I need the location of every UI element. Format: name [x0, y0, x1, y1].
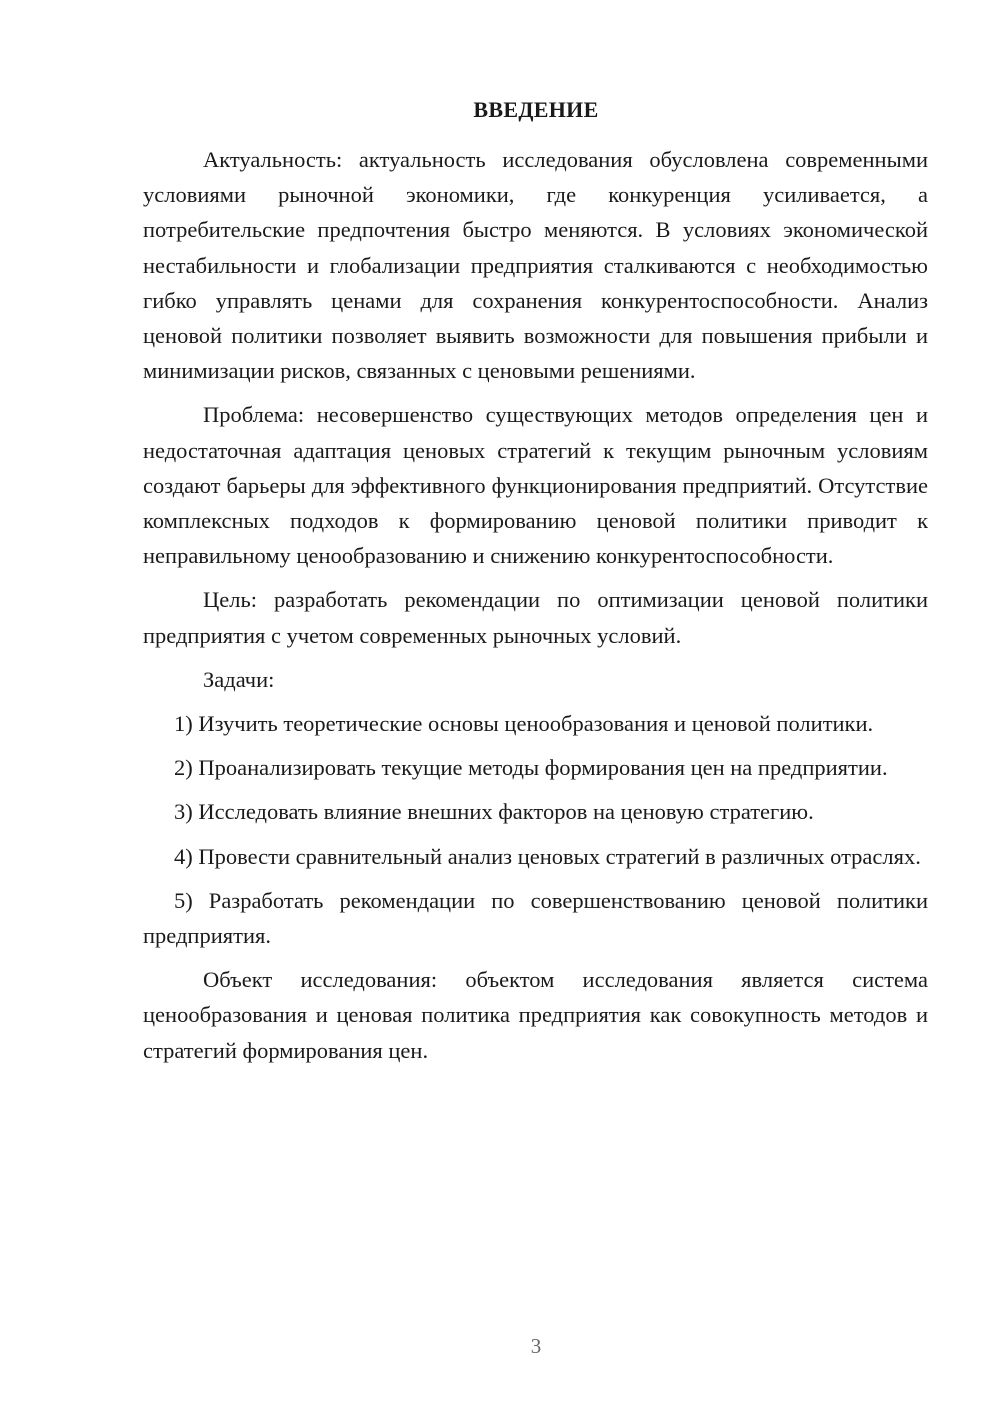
goal-paragraph: Цель: разработать рекомендации по оптимизации ценовой политики предприятия с учетом современных рыночных условий.: [143, 587, 928, 648]
task-item-3: 3) Исследовать влияние внешних факторов на ценовую стратегию.: [174, 799, 814, 825]
page-title: ВВЕДЕНИЕ: [473, 97, 599, 122]
task-item-5: 5) Разработать рекомендации по совершенствованию ценовой политики предприятия.: [143, 887, 928, 949]
problem-paragraph: Проблема: несовершенство существующих методов определения цен и недостаточная адаптация ценовых стратегий к текущим рыночным условиям создают барьеры для эффективного функционирования предприятий. Отсутствие комплексных подходов к формированию ценовой политики приводит к неправильному ценообразованию и снижению конкурентоспособности.: [143, 402, 928, 569]
task-item-1: 1) Изучить теоретические основы ценообразования и ценовой политики.: [174, 711, 874, 737]
page-number: 3: [530, 1334, 542, 1358]
body-text: [143, 142, 928, 1068]
task-item-4: 4) Провести сравнительный анализ ценовых стратегий в различных отраслях.: [174, 843, 921, 869]
tasks-heading: Задачи:: [203, 666, 275, 692]
object-paragraph: Объект исследования: объектом исследования является система ценообразования и ценовая политика предприятия как совокупность методов и стратегий формирования цен.: [143, 967, 928, 1063]
relevance-paragraph: Актуальность: актуальность исследования обусловлена современными условиями рыночной экономики, где конкуренция усиливается, а потребительские предпочтения быстро меняются. В условиях экономической нестабильности и глобализации предприятия сталкиваются с необходимостью гибко управлять ценами для сохранения конкурентоспособности. Анализ ценовой политики позволяет выявить возможности для повышения прибыли и минимизации рисков, связанных с ценовыми решениями.: [143, 147, 928, 384]
task-item-2: 2) Проанализировать текущие методы формирования цен на предприятии.: [174, 755, 888, 781]
